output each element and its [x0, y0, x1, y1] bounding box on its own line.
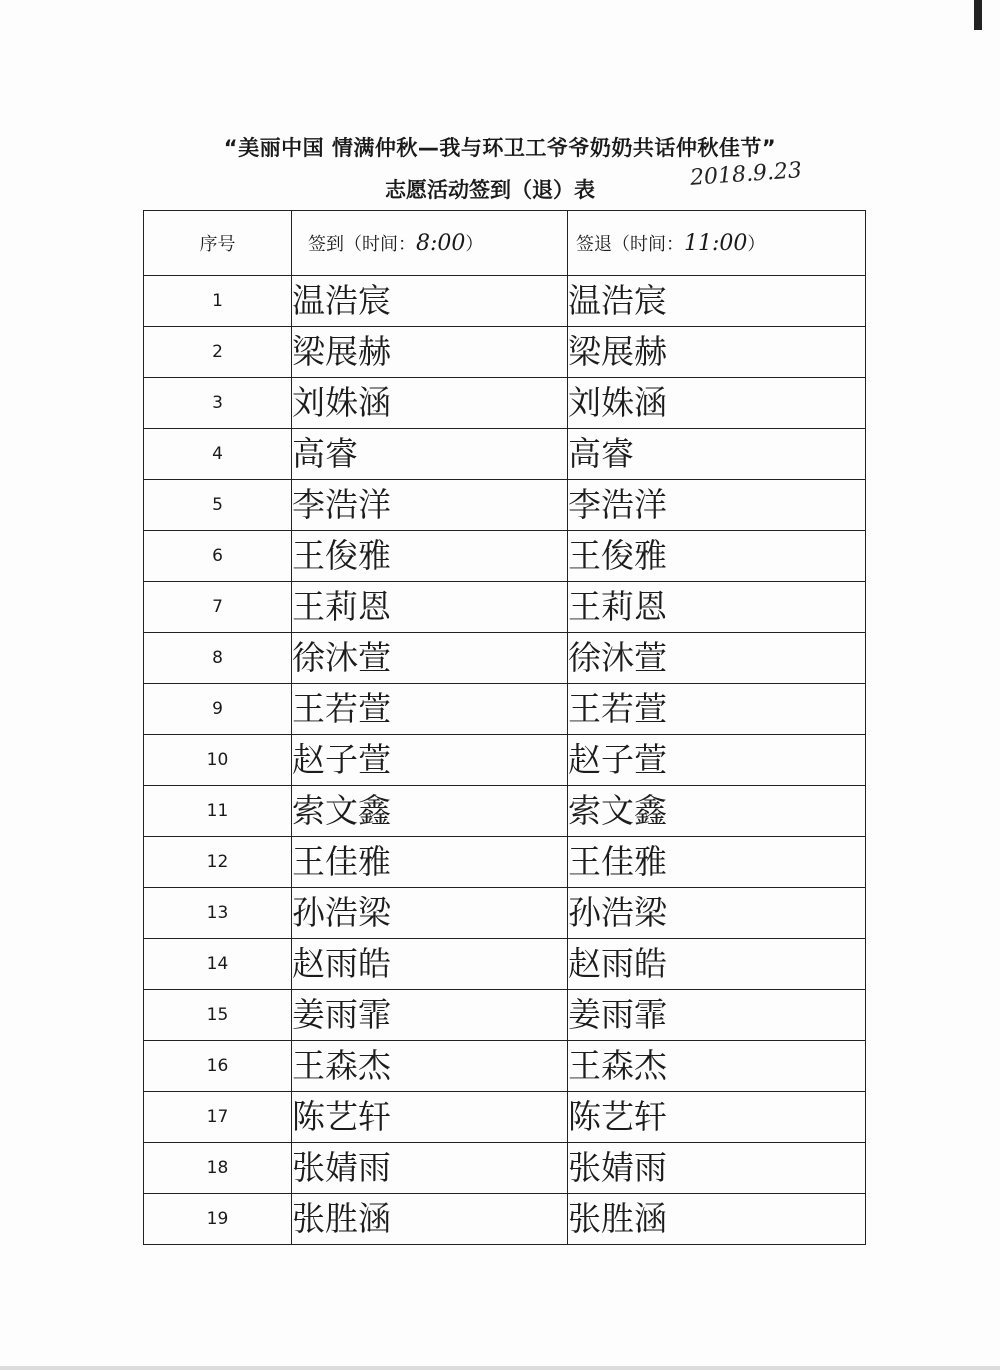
- sign-out-signature: 李浩洋: [568, 484, 667, 524]
- sign-out-signature-cell: [568, 888, 866, 939]
- row-serial-number: 9: [144, 684, 292, 735]
- sign-in-signature: 姜雨霏: [292, 994, 391, 1034]
- sign-out-signature-cell: [568, 1143, 866, 1194]
- row-serial-number: 2: [144, 327, 292, 378]
- sign-out-signature: 徐沐萱: [568, 637, 667, 677]
- sign-out-signature: 王若萱: [568, 688, 667, 728]
- sign-out-signature: 姜雨霏: [568, 994, 667, 1034]
- sign-out-signature-cell: [568, 1194, 866, 1245]
- sign-out-signature: 张胜涵: [568, 1198, 667, 1238]
- table-row: [144, 735, 866, 786]
- header-sign-in-close: ）: [465, 234, 484, 255]
- sign-in-signature-cell: [292, 990, 568, 1041]
- sign-out-signature: 王佳雅: [568, 841, 667, 881]
- sign-out-signature: 梁展赫: [568, 331, 667, 371]
- sign-in-signature-cell: [292, 378, 568, 429]
- table-row: [144, 531, 866, 582]
- sign-out-signature-cell: [568, 684, 866, 735]
- sign-out-signature-cell: [568, 327, 866, 378]
- sign-out-signature: 索文鑫: [568, 790, 667, 830]
- sign-out-signature-cell: [568, 786, 866, 837]
- sign-in-signature: 张胜涵: [292, 1198, 391, 1238]
- handwritten-date: 2018.9.23: [689, 158, 803, 191]
- row-serial-number: 5: [144, 480, 292, 531]
- sign-out-signature: 陈艺轩: [568, 1096, 667, 1136]
- sign-out-signature-cell: [568, 939, 866, 990]
- table-row: [144, 939, 866, 990]
- header-serial-number: 序号: [144, 211, 292, 276]
- sign-out-signature: 王莉恩: [568, 586, 667, 626]
- table-row: [144, 1194, 866, 1245]
- sign-in-signature-cell: [292, 684, 568, 735]
- sign-out-signature: 温浩宸: [568, 280, 667, 320]
- sign-out-signature-cell: [568, 531, 866, 582]
- sign-out-signature-cell: [568, 633, 866, 684]
- table-row: [144, 888, 866, 939]
- row-serial-number: 11: [144, 786, 292, 837]
- sign-in-signature: 王若萱: [292, 688, 391, 728]
- sign-out-signature-cell: [568, 276, 866, 327]
- header-sign-out: [568, 211, 866, 276]
- sign-in-signature-cell: [292, 735, 568, 786]
- table-row: [144, 582, 866, 633]
- row-serial-number: 16: [144, 1041, 292, 1092]
- row-serial-number: 8: [144, 633, 292, 684]
- sign-in-signature-cell: [292, 276, 568, 327]
- sign-in-table: [143, 210, 866, 1245]
- sign-out-signature-cell: [568, 480, 866, 531]
- sign-out-signature-cell: [568, 582, 866, 633]
- sign-out-signature: 孙浩梁: [568, 892, 667, 932]
- sign-out-signature-cell: [568, 990, 866, 1041]
- sign-out-signature-cell: [568, 735, 866, 786]
- sign-in-signature: 徐沐萱: [292, 637, 391, 677]
- row-serial-number: 15: [144, 990, 292, 1041]
- row-serial-number: 18: [144, 1143, 292, 1194]
- document-subtitle: 志愿活动签到（退）表: [385, 178, 595, 202]
- row-serial-number: 17: [144, 1092, 292, 1143]
- sign-out-signature: 张婧雨: [568, 1147, 667, 1187]
- sign-out-signature: 刘姝涵: [568, 382, 667, 422]
- header-sign-in-time: 8:00: [416, 231, 466, 256]
- row-serial-number: 3: [144, 378, 292, 429]
- sign-in-signature-cell: [292, 633, 568, 684]
- table-row: [144, 684, 866, 735]
- sign-out-signature-cell: [568, 1092, 866, 1143]
- header-sign-out-time: 11:00: [684, 231, 748, 256]
- sign-in-signature-cell: [292, 429, 568, 480]
- sign-out-signature: 高睿: [568, 433, 634, 473]
- header-sign-in-label: 签到（时间：: [308, 234, 416, 255]
- sign-out-signature-cell: [568, 1041, 866, 1092]
- row-serial-number: 6: [144, 531, 292, 582]
- sign-in-signature-cell: [292, 1041, 568, 1092]
- table-row: [144, 378, 866, 429]
- sign-in-signature: 张婧雨: [292, 1147, 391, 1187]
- row-serial-number: 13: [144, 888, 292, 939]
- table-row: [144, 429, 866, 480]
- table-row: [144, 480, 866, 531]
- sign-in-signature-cell: [292, 582, 568, 633]
- sign-out-signature: 赵子萱: [568, 739, 667, 779]
- sign-in-signature-cell: [292, 939, 568, 990]
- table-row: [144, 276, 866, 327]
- table-row: [144, 327, 866, 378]
- sign-in-signature: 王莉恩: [292, 586, 391, 626]
- sign-in-signature: 刘姝涵: [292, 382, 391, 422]
- sign-in-signature-cell: [292, 837, 568, 888]
- sign-in-signature-cell: [292, 1092, 568, 1143]
- sign-in-signature: 王佳雅: [292, 841, 391, 881]
- sign-out-signature-cell: [568, 378, 866, 429]
- sign-out-signature: 王森杰: [568, 1045, 667, 1085]
- row-serial-number: 4: [144, 429, 292, 480]
- header-sign-out-close: ）: [747, 234, 766, 255]
- sign-in-signature: 陈艺轩: [292, 1096, 391, 1136]
- sign-out-signature-cell: [568, 429, 866, 480]
- row-serial-number: 14: [144, 939, 292, 990]
- sign-in-signature-cell: [292, 1194, 568, 1245]
- row-serial-number: 19: [144, 1194, 292, 1245]
- table-row: [144, 837, 866, 888]
- table-row: [144, 1143, 866, 1194]
- table-header-row: [144, 211, 866, 276]
- sign-in-signature: 温浩宸: [292, 280, 391, 320]
- sign-in-signature: 高睿: [292, 433, 358, 473]
- sign-in-signature-cell: [292, 888, 568, 939]
- table-row: [144, 1041, 866, 1092]
- sign-in-signature-cell: [292, 480, 568, 531]
- sign-in-signature: 王森杰: [292, 1045, 391, 1085]
- table-row: [144, 1092, 866, 1143]
- row-serial-number: 12: [144, 837, 292, 888]
- sign-in-signature-cell: [292, 1143, 568, 1194]
- header-sign-in: [292, 211, 568, 276]
- table-row: [144, 633, 866, 684]
- sign-in-signature: 王俊雅: [292, 535, 391, 575]
- sign-out-signature-cell: [568, 837, 866, 888]
- sign-in-signature-cell: [292, 786, 568, 837]
- sign-in-signature: 孙浩梁: [292, 892, 391, 932]
- scan-edge-mark: [974, 0, 982, 30]
- sign-in-signature: 赵子萱: [292, 739, 391, 779]
- sign-in-signature: 李浩洋: [292, 484, 391, 524]
- header-sign-out-label: 签退（时间：: [576, 234, 684, 255]
- sign-in-signature-cell: [292, 531, 568, 582]
- sign-in-signature: 索文鑫: [292, 790, 391, 830]
- row-serial-number: 7: [144, 582, 292, 633]
- scan-bottom-edge: [0, 1366, 1000, 1370]
- sign-out-signature: 赵雨皓: [568, 943, 667, 983]
- table-row: [144, 786, 866, 837]
- table-row: [144, 990, 866, 1041]
- row-serial-number: 10: [144, 735, 292, 786]
- row-serial-number: 1: [144, 276, 292, 327]
- sign-in-signature: 梁展赫: [292, 331, 391, 371]
- sign-out-signature: 王俊雅: [568, 535, 667, 575]
- sign-in-signature-cell: [292, 327, 568, 378]
- document-title: “美丽中国 情满仲秋—我与环卫工爷爷奶奶共话仲秋佳节”: [223, 136, 777, 160]
- sign-in-signature: 赵雨皓: [292, 943, 391, 983]
